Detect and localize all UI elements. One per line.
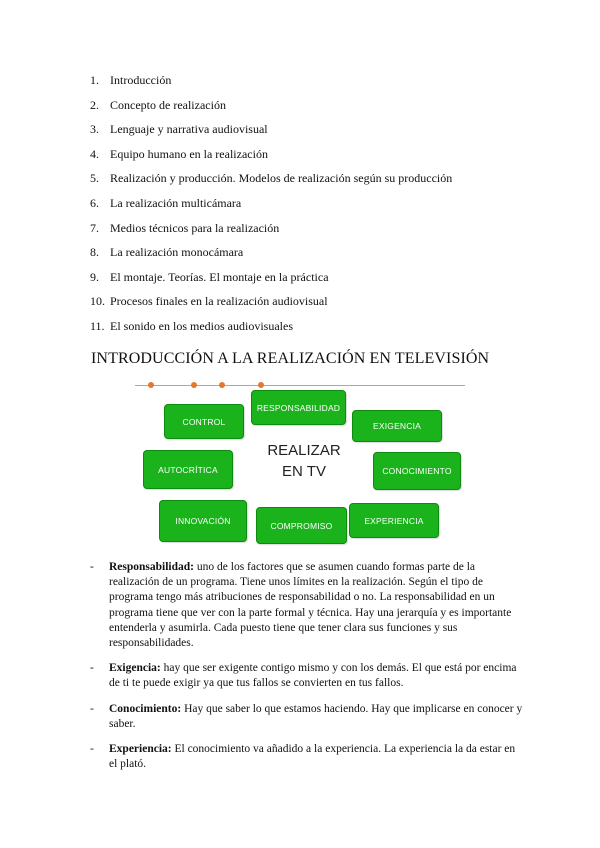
bullet-dash: - [90,561,94,573]
toc-number: 9. [90,269,99,284]
toc-number: 2. [90,97,99,112]
toc-label: Equipo humano en la realización [110,146,268,161]
box-conocimiento: CONOCIMIENTO [373,452,461,490]
toc-number: 4. [90,146,99,161]
toc-item [90,93,452,118]
toc-item [90,240,452,265]
bullet-dash: - [90,662,94,675]
toc-label: Procesos finales en la realización audiovisual [110,294,328,309]
list-item [90,661,525,691]
toc-number: 3. [90,122,99,137]
bullet-dash: - [90,743,94,756]
toc-item [90,265,452,290]
orange-dot [258,382,264,388]
toc-item [90,68,452,93]
bullet-term: Conocimiento: [109,702,182,715]
toc-label: El sonido en los medios audiovisuales [110,318,293,333]
table-of-contents [90,68,452,339]
toc-label: Concepto de realización [110,97,226,112]
toc-item [90,117,452,142]
bullet-dash: - [90,702,94,715]
definition-list [90,560,525,782]
toc-number: 8. [90,245,99,260]
toc-label: Lenguaje y narrativa audiovisual [110,122,268,137]
bullet-term: Experiencia: [109,743,172,756]
toc-item [90,191,452,216]
toc-label: El montaje. Teorías. El montaje en la práctica [110,269,329,284]
orange-dot [191,382,197,388]
toc-number: 7. [90,220,99,235]
section-heading: INTRODUCCIÓN A LA REALIZACIÓN EN TELEVISIÓN [91,350,490,367]
list-item [90,702,525,732]
toc-label: Medios técnicos para la realización [110,220,280,235]
box-compromiso: COMPROMISO [256,507,347,544]
box-responsabilidad: RESPONSABILIDAD [251,390,346,425]
bullet-text: Hay que saber lo que estamos haciendo. Hay que implicarse en conocer y saber. [109,702,523,730]
toc-number: 11. [90,318,105,333]
toc-number: 6. [90,195,99,210]
bullet-text: El conocimiento va añadido a la experiencia. La experiencia la da estar en el plató. [109,743,516,771]
toc-item [90,166,452,191]
bullet-term: Exigencia: [109,662,161,675]
list-item [90,560,525,651]
center-line-1: REALIZAR [267,442,341,459]
center-line-2: EN TV [282,463,326,480]
box-control: CONTROL [164,404,244,439]
toc-item [90,314,452,339]
toc-number: 10. [90,294,105,309]
orange-dot [219,382,225,388]
box-autocritica: AUTOCRÍTICA [143,450,233,489]
toc-label: La realización monocámara [110,245,244,260]
toc-item [90,216,452,241]
bullet-text: hay que ser exigente contigo mismo y con los demás. El que está por encima de ti te puede exigir ya que tus fallos se convierten en tus fallos. [109,662,517,690]
toc-item [90,142,452,167]
diagram-center-label [254,440,354,482]
list-item [90,742,525,772]
toc-label: Realización y producción. Modelos de realización según su producción [110,171,453,186]
box-exigencia: EXIGENCIA [352,410,442,442]
toc-number: 5. [90,171,99,186]
toc-label: Introducción [110,73,172,87]
toc-item [90,289,452,314]
box-innovacion: INNOVACIÓN [159,500,247,542]
orange-dot [148,382,154,388]
box-experiencia: EXPERIENCIA [349,503,439,538]
bullet-term: Responsabilidad: [109,561,195,573]
toc-number: 1. [90,73,99,87]
toc-label: La realización multicámara [110,195,242,210]
decorative-line [135,385,465,386]
bullet-text: uno de los factores que se asumen cuando formas parte de la realización de un programa. Tiene unos límites en la realización. Según el tipo de programa tengo más atribuciones de responsabilidad o no. La responsabilidad en un programa tiene que ver con la parte formal y técnica. Hay una jerarquía y es importante entenderla y asumirla. Cada puesto tiene que tener clara sus funciones y sus responsabilidades. [109,561,512,650]
